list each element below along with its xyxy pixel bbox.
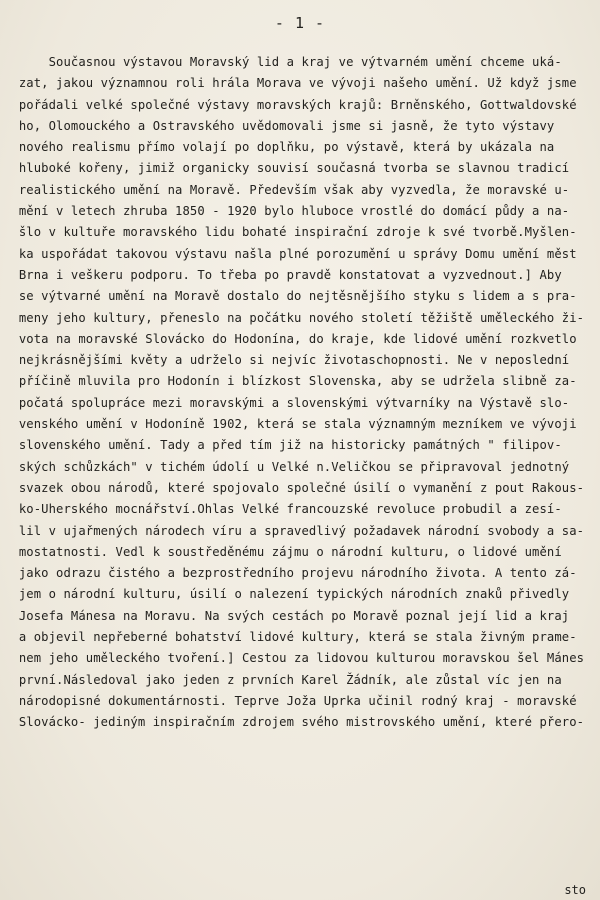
text-line: Slovácko- jediným inspiračním zdrojem svého mistrovského umění, které přero-	[4, 715, 585, 730]
text-line: ko-Uherského mocnářství.Ohlas Velké francouzské revoluce probudil a zesí-	[4, 502, 562, 517]
text-line: šlo v kultuře moravského lidu bohaté inspirační zdroje k své tvorbě.Myšlen-	[4, 225, 577, 240]
text-line: Josefa Mánesa na Moravu. Na svých cestách po Moravě poznal její lid a kraj	[4, 608, 570, 623]
text-line: ských schůzkách" v tichém údolí u Velké n.Veličkou se připravoval jednotný	[4, 459, 570, 474]
text-line: příčině mluvila pro Hodonín i blízkost Slovenska, aby se udržela slibně za-	[4, 374, 577, 389]
text-line: svazek obou národů, které spojovalo společné úsilí o vymanění z pout Rakous-	[4, 480, 585, 495]
text-line: jem o národní kulturu, úsilí o nalezení typických národních znaků přivedly	[4, 587, 570, 602]
page-number: - 1 -	[274, 14, 326, 32]
body-text	[4, 52, 600, 734]
text-line: realistického umění na Moravě. Především však aby vyzvedla, že moravské u-	[4, 182, 570, 197]
text-line: mění v letech zhruba 1850 - 1920 bylo hluboce vrostlé do domácí půdy a na-	[4, 204, 570, 219]
text-line: Brna i veškeru podporu. To třeba po pravdě konstatovat a vyzvednout.] Aby	[4, 267, 562, 282]
text-line: slovenského umění. Tady a před tím již na historicky památných " filipov-	[4, 438, 562, 453]
text-line: vota na moravské Slovácko do Hodonína, do kraje, kde lidové umění rozkvetlo	[4, 331, 577, 346]
text-line: Současnou výstavou Moravský lid a kraj ve výtvarném umění chceme uká-	[4, 55, 562, 69]
text-line: mostatnosti. Vedl k soustředěnému zájmu o národní kulturu, o lidové umění	[4, 544, 562, 559]
text-line: nového realismu přímo volají po doplňku, po výstavě, která by ukázala na	[4, 140, 555, 155]
text-line: lil v ujařmených národech víru a spravedlivý požadavek národní svobody a sa-	[4, 523, 585, 538]
text-line: zat, jakou významnou roli hrála Morava ve vývoji našeho umění. Už když jsme	[4, 76, 577, 91]
text-line: jako odrazu čistého a bezprostředního projevu národního života. A tento zá-	[4, 566, 577, 581]
text-line: nem jeho uměleckého tvoření.] Cestou za lidovou kulturou moravskou šel Mánes	[4, 651, 585, 666]
text-line: meny jeho kultury, přeneslo na počátku nového století těžiště uměleckého ži-	[4, 310, 585, 325]
text-line: hluboké kořeny, jimiž organicky souvisí současná tvorba se slavnou tradicí	[4, 161, 570, 176]
text-line: pořádali velké společné výstavy moravských krajů: Brněnského, Gottwaldovské	[4, 97, 577, 112]
text-line: ka uspořádat takovou výstavu našla plné porozumění u správy Domu umění měst	[4, 246, 577, 261]
text-line: a objevil nepřeberné bohatství lidové kultury, která se stala živným prame-	[4, 630, 577, 645]
text-line: se výtvarné umění na Moravě dostalo do nejtěsnějšího styku s lidem a s pra-	[4, 289, 577, 304]
text-line: ho, Olomouckého a Ostravského uvědomovali jsme si jasně, že tyto výstavy	[4, 118, 555, 133]
text-line: počatá spolupráce mezi moravskými a slovenskými výtvarníky na Výstavě slo-	[4, 395, 570, 410]
text-line: nejkrásnějšími květy a udrželo si nejvíc životaschopnosti. Ne v neposlední	[4, 353, 570, 368]
text-line: první.Následoval jako jeden z prvních Karel Žádník, ale zůstal víc jen na	[4, 672, 562, 687]
text-line: národopisné dokumentárnosti. Teprve Joža Uprka učinil rodný kraj - moravské	[4, 693, 577, 708]
text-line: venského umění v Hodoníně 1902, která se stala významným mezníkem ve vývoji	[4, 417, 577, 432]
margin-continuation-note: sto	[564, 883, 586, 897]
